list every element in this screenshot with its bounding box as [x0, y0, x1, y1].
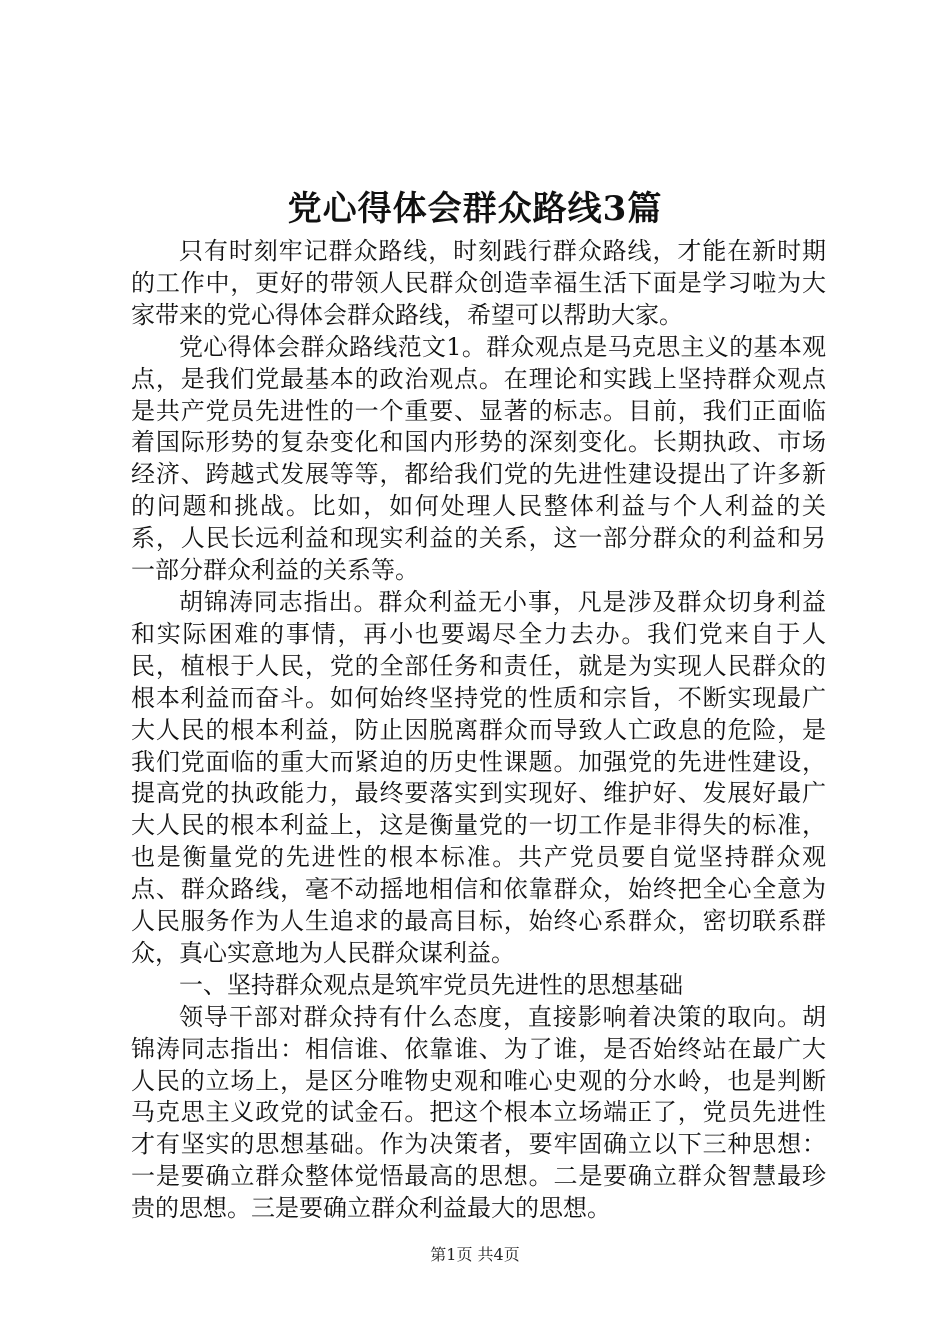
- document-body: [131, 236, 826, 1225]
- paragraph-essay-1: 党心得体会群众路线范文1。群众观点是马克思主义的基本观点，是我们党最基本的政治观点。在理论和实践上坚持群众观点是共产党员先进性的一个重要、显著的标志。目前，我们正面临着国际形势的复杂变化和国内形势的深刻变化。长期执政、市场经济、跨越式发展等等，都给我们党的先进性建设提出了许多新的问题和挑战。比如，如何处理人民整体利益与个人利益的关系，人民长远利益和现实利益的关系，这一部分群众的利益和另一部分群众利益的关系等。: [131, 332, 826, 585]
- page-number-footer: 第1页 共4页: [430, 1245, 520, 1264]
- document-title: 党心得体会群众路线3篇: [287, 189, 663, 229]
- paragraph-hu-jintao: 胡锦涛同志指出。群众利益无小事，凡是涉及群众切身利益和实际困难的事情，再小也要竭尽全力去办。我们党来自于人民，植根于人民，党的全部任务和责任，就是为实现人民群众的根本利益而奋斗。如何始终坚持党的性质和宗旨，不断实现最广大人民的根本利益，防止因脱离群众而导致人亡政息的危险，是我们党面临的重大而紧迫的历史性课题。加强党的先进性建设，提高党的执政能力，最终要落实到实现好、维护好、发展好最广大人民的根本利益上，这是衡量党的一切工作是非得失的标准，也是衡量党的先进性的根本标准。共产党员要自觉坚持群众观点、群众路线，毫不动摇地相信和依靠群众，始终把全心全意为人民服务作为人生追求的最高目标，始终心系群众，密切联系群众，真心实意地为人民群众谋利益。: [131, 587, 826, 967]
- paragraph-intro: 只有时刻牢记群众路线，时刻践行群众路线，才能在新时期的工作中，更好的带领人民群众创造幸福生活下面是学习啦为大家带来的党心得体会群众路线，希望可以帮助大家。: [131, 237, 826, 329]
- paragraph-leaders: 领导干部对群众持有什么态度，直接影响着决策的取向。胡锦涛同志指出：相信谁、依靠谁、为了谁，是否始终站在最广大人民的立场上，是区分唯物史观和唯心史观的分水岭，也是判断马克思主义政党的试金石。把这个根本立场端正了，党员先进性才有坚实的思想基础。作为决策者，要牢固确立以下三种思想：一是要确立群众整体觉悟最高的思想。二是要确立群众智慧最珍贵的思想。三是要确立群众利益最大的思想。: [131, 1002, 826, 1223]
- section-heading-1: 一、坚持群众观点是筑牢党员先进性的思想基础: [179, 970, 683, 999]
